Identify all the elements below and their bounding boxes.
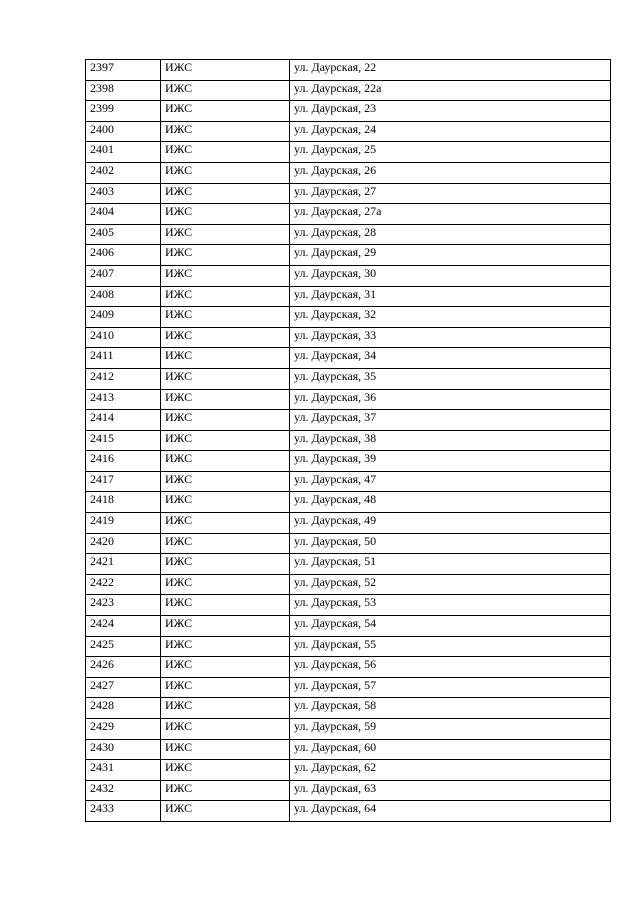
table-row <box>86 451 611 472</box>
address-cell: ул. Даурская, 53 <box>290 595 611 616</box>
address-cell: ул. Даурская, 32 <box>290 307 611 328</box>
land-use-cell: ИЖС <box>161 430 290 451</box>
record-number-cell: 2431 <box>86 760 161 781</box>
land-use-cell: ИЖС <box>161 142 290 163</box>
land-use-cell: ИЖС <box>161 513 290 534</box>
land-use-cell: ИЖС <box>161 204 290 225</box>
address-table <box>85 59 611 822</box>
table-row <box>86 183 611 204</box>
address-cell: ул. Даурская, 31 <box>290 286 611 307</box>
land-use-cell: ИЖС <box>161 389 290 410</box>
table-row <box>86 513 611 534</box>
address-cell: ул. Даурская, 57 <box>290 677 611 698</box>
record-number-cell: 2398 <box>86 80 161 101</box>
record-number-cell: 2423 <box>86 595 161 616</box>
address-cell: ул. Даурская, 33 <box>290 327 611 348</box>
land-use-cell: ИЖС <box>161 368 290 389</box>
table-row <box>86 698 611 719</box>
address-cell: ул. Даурская, 34 <box>290 348 611 369</box>
table-row <box>86 286 611 307</box>
table-row <box>86 574 611 595</box>
land-use-cell: ИЖС <box>161 677 290 698</box>
land-use-cell: ИЖС <box>161 492 290 513</box>
land-use-cell: ИЖС <box>161 719 290 740</box>
table-row <box>86 801 611 822</box>
land-use-cell: ИЖС <box>161 162 290 183</box>
land-use-cell: ИЖС <box>161 739 290 760</box>
land-use-cell: ИЖС <box>161 574 290 595</box>
table-row <box>86 368 611 389</box>
table-row <box>86 410 611 431</box>
land-use-cell: ИЖС <box>161 451 290 472</box>
address-cell: ул. Даурская, 49 <box>290 513 611 534</box>
table-row <box>86 327 611 348</box>
record-number-cell: 2416 <box>86 451 161 472</box>
table-row <box>86 60 611 81</box>
table-row <box>86 780 611 801</box>
address-cell: ул. Даурская, 39 <box>290 451 611 472</box>
record-number-cell: 2419 <box>86 513 161 534</box>
address-cell: ул. Даурская, 22 <box>290 60 611 81</box>
address-cell: ул. Даурская, 28 <box>290 224 611 245</box>
record-number-cell: 2418 <box>86 492 161 513</box>
table-row <box>86 121 611 142</box>
table-row <box>86 760 611 781</box>
record-number-cell: 2421 <box>86 554 161 575</box>
address-cell: ул. Даурская, 25 <box>290 142 611 163</box>
record-number-cell: 2413 <box>86 389 161 410</box>
table-row <box>86 101 611 122</box>
land-use-cell: ИЖС <box>161 801 290 822</box>
address-cell: ул. Даурская, 63 <box>290 780 611 801</box>
address-cell: ул. Даурская, 54 <box>290 616 611 637</box>
land-use-cell: ИЖС <box>161 101 290 122</box>
address-cell: ул. Даурская, 23 <box>290 101 611 122</box>
address-cell: ул. Даурская, 35 <box>290 368 611 389</box>
address-cell: ул. Даурская, 36 <box>290 389 611 410</box>
land-use-cell: ИЖС <box>161 780 290 801</box>
land-use-cell: ИЖС <box>161 183 290 204</box>
address-cell: ул. Даурская, 30 <box>290 265 611 286</box>
record-number-cell: 2400 <box>86 121 161 142</box>
record-number-cell: 2415 <box>86 430 161 451</box>
record-number-cell: 2424 <box>86 616 161 637</box>
table-row <box>86 224 611 245</box>
address-cell: ул. Даурская, 52 <box>290 574 611 595</box>
table-row <box>86 657 611 678</box>
address-cell: ул. Даурская, 37 <box>290 410 611 431</box>
address-cell: ул. Даурская, 38 <box>290 430 611 451</box>
table-row <box>86 677 611 698</box>
record-number-cell: 2428 <box>86 698 161 719</box>
land-use-cell: ИЖС <box>161 265 290 286</box>
table-row <box>86 142 611 163</box>
record-number-cell: 2426 <box>86 657 161 678</box>
record-number-cell: 2425 <box>86 636 161 657</box>
record-number-cell: 2407 <box>86 265 161 286</box>
table-row <box>86 389 611 410</box>
land-use-cell: ИЖС <box>161 60 290 81</box>
land-use-cell: ИЖС <box>161 698 290 719</box>
record-number-cell: 2406 <box>86 245 161 266</box>
address-cell: ул. Даурская, 64 <box>290 801 611 822</box>
record-number-cell: 2417 <box>86 471 161 492</box>
table-row <box>86 739 611 760</box>
land-use-cell: ИЖС <box>161 616 290 637</box>
table-row <box>86 471 611 492</box>
land-use-cell: ИЖС <box>161 327 290 348</box>
address-cell: ул. Даурская, 51 <box>290 554 611 575</box>
address-cell: ул. Даурская, 58 <box>290 698 611 719</box>
land-use-cell: ИЖС <box>161 245 290 266</box>
record-number-cell: 2420 <box>86 533 161 554</box>
land-use-cell: ИЖС <box>161 307 290 328</box>
address-cell: ул. Даурская, 59 <box>290 719 611 740</box>
land-use-cell: ИЖС <box>161 554 290 575</box>
record-number-cell: 2404 <box>86 204 161 225</box>
address-cell: ул. Даурская, 27а <box>290 204 611 225</box>
table-row <box>86 162 611 183</box>
table-row <box>86 307 611 328</box>
record-number-cell: 2397 <box>86 60 161 81</box>
record-number-cell: 2433 <box>86 801 161 822</box>
land-use-cell: ИЖС <box>161 636 290 657</box>
table-row <box>86 554 611 575</box>
address-cell: ул. Даурская, 55 <box>290 636 611 657</box>
table-row <box>86 80 611 101</box>
record-number-cell: 2412 <box>86 368 161 389</box>
address-cell: ул. Даурская, 62 <box>290 760 611 781</box>
record-number-cell: 2408 <box>86 286 161 307</box>
table-row <box>86 348 611 369</box>
table-row <box>86 430 611 451</box>
record-number-cell: 2403 <box>86 183 161 204</box>
record-number-cell: 2429 <box>86 719 161 740</box>
record-number-cell: 2401 <box>86 142 161 163</box>
record-number-cell: 2411 <box>86 348 161 369</box>
table-row <box>86 595 611 616</box>
address-cell: ул. Даурская, 60 <box>290 739 611 760</box>
address-cell: ул. Даурская, 27 <box>290 183 611 204</box>
record-number-cell: 2405 <box>86 224 161 245</box>
land-use-cell: ИЖС <box>161 224 290 245</box>
address-cell: ул. Даурская, 26 <box>290 162 611 183</box>
address-cell: ул. Даурская, 24 <box>290 121 611 142</box>
land-use-cell: ИЖС <box>161 595 290 616</box>
record-number-cell: 2427 <box>86 677 161 698</box>
record-number-cell: 2422 <box>86 574 161 595</box>
table-row <box>86 616 611 637</box>
record-number-cell: 2409 <box>86 307 161 328</box>
table-row <box>86 204 611 225</box>
table-row <box>86 533 611 554</box>
record-number-cell: 2399 <box>86 101 161 122</box>
land-use-cell: ИЖС <box>161 533 290 554</box>
land-use-cell: ИЖС <box>161 471 290 492</box>
land-use-cell: ИЖС <box>161 286 290 307</box>
record-number-cell: 2410 <box>86 327 161 348</box>
table-row <box>86 245 611 266</box>
address-table-body <box>86 60 611 822</box>
table-row <box>86 492 611 513</box>
land-use-cell: ИЖС <box>161 348 290 369</box>
land-use-cell: ИЖС <box>161 410 290 431</box>
record-number-cell: 2430 <box>86 739 161 760</box>
record-number-cell: 2414 <box>86 410 161 431</box>
land-use-cell: ИЖС <box>161 760 290 781</box>
table-row <box>86 719 611 740</box>
address-cell: ул. Даурская, 22а <box>290 80 611 101</box>
table-row <box>86 265 611 286</box>
record-number-cell: 2432 <box>86 780 161 801</box>
address-cell: ул. Даурская, 47 <box>290 471 611 492</box>
land-use-cell: ИЖС <box>161 121 290 142</box>
address-cell: ул. Даурская, 48 <box>290 492 611 513</box>
table-row <box>86 636 611 657</box>
address-cell: ул. Даурская, 50 <box>290 533 611 554</box>
address-cell: ул. Даурская, 29 <box>290 245 611 266</box>
land-use-cell: ИЖС <box>161 80 290 101</box>
address-cell: ул. Даурская, 56 <box>290 657 611 678</box>
land-use-cell: ИЖС <box>161 657 290 678</box>
record-number-cell: 2402 <box>86 162 161 183</box>
